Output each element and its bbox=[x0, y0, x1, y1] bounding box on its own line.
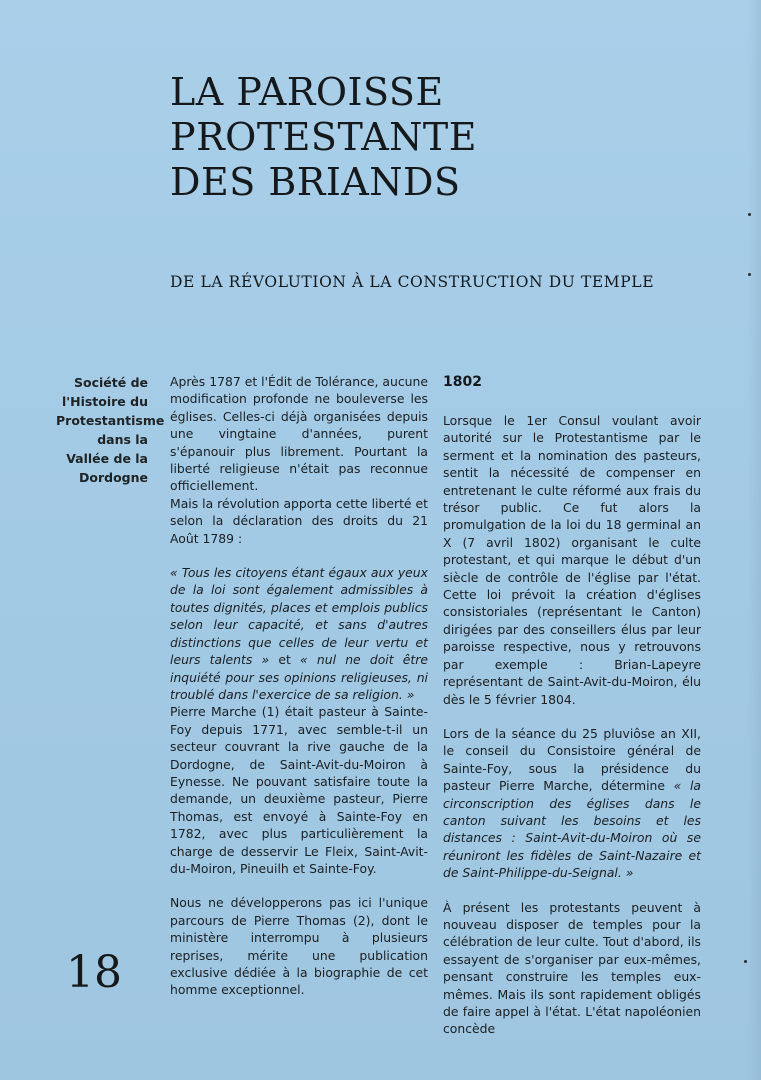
article-title bbox=[170, 70, 477, 205]
declaration-quote-join: et bbox=[269, 652, 301, 668]
credit-line-5: Vallée de la bbox=[66, 451, 148, 466]
credit-line-3: Protestantisme bbox=[56, 413, 165, 428]
title-line-3: DES BRIANDS bbox=[170, 160, 461, 204]
declaration-quote bbox=[170, 564, 428, 703]
credit-line-6: Dordogne bbox=[79, 470, 148, 485]
right-paragraph-2-quote: « la circonscription des églises dans le canton suivant les besoins et les distances : Saint-Avit-du-Moiron où se réuniront les fidèles de Saint-Nazaire et de Saint-Philippe-du-Seignal. » bbox=[443, 778, 701, 881]
credit-line-4: dans la bbox=[97, 432, 148, 447]
margin-speck bbox=[748, 213, 751, 216]
right-paragraph-3: À présent les protestants peuvent à nouveau disposer de temples pour la célébration de leur culte. Tout d'abord, ils essayent de s'organiser par eux-mêmes, pensant construire les temples eux-mêmes. Mais ils sont rapidement obligés de faire appel à l'état. L'état napoléonien concède bbox=[443, 899, 701, 1037]
left-paragraph-5: Nous ne développerons pas ici l'unique parcours de Pierre Thomas (2), dont le ministère interrompu à plusieurs reprises, mérite une publication exclusive dédiée à la biographie de cet homme exceptionnel. bbox=[170, 895, 428, 998]
title-line-2: PROTESTANTE bbox=[170, 115, 477, 159]
credit-line-1: Société de bbox=[74, 375, 148, 390]
side-credit bbox=[56, 373, 165, 487]
title-line-1: LA PAROISSE bbox=[170, 70, 444, 114]
margin-speck bbox=[744, 960, 747, 963]
declaration-quote-b: « nul ne doit être inquiété pour ses opinions religieuses, ni troublé dans l'exercice de sa religion. » bbox=[170, 652, 428, 702]
article-subtitle: DE LA RÉVOLUTION À LA CONSTRUCTION DU TEMPLE bbox=[170, 273, 655, 291]
left-column bbox=[170, 373, 428, 999]
right-paragraph-1: Lorsque le 1er Consul voulant avoir autorité sur le Protestantisme par le serment et la nomination des pasteurs, sentit la nécessité de compenser en entretenant le culte réformé aux frais du trésor public. Ce fut alors la promulgation de la loi du 18 germinal an X (7 avril 1802) organisant le culte protestant, et qui marque le début d'un siècle de contrôle de l'église par l'état. Cette loi prévoit la création d'églises consistoriales (représentant le Canton) dirigées par des conseillers élus par leur paroisse respective, nous y retrouvons par exemple : Brian-Lapeyre représentant de Saint-Avit-du-Moiron, élu dès le 5 février 1804. bbox=[443, 413, 701, 707]
right-paragraph-2 bbox=[443, 725, 701, 882]
right-column bbox=[443, 373, 701, 1038]
left-paragraph-2: Mais la révolution apporta cette liberté et selon la déclaration des droits du 21 Août 1789 : bbox=[170, 495, 428, 546]
right-paragraph-2-text: Lors de la séance du 25 pluviôse an XII, le conseil du Consistoire général de Sainte-Foy, sous la présidence du pasteur Pierre Marche, détermine bbox=[443, 725, 701, 794]
page-edge-shadow bbox=[747, 0, 761, 1080]
margin-speck bbox=[748, 273, 751, 276]
credit-line-2: l'Histoire du bbox=[62, 394, 148, 409]
section-heading-1802: 1802 bbox=[443, 374, 482, 390]
declaration-quote-a: « Tous les citoyens étant égaux aux yeux de la loi sont également admissibles à toutes dignités, places et emplois publics selon leur capacité, et sans d'autres distinctions que celles de leur vertu et leurs talents » bbox=[170, 565, 428, 668]
left-paragraph-4: Pierre Marche (1) était pasteur à Sainte-Foy depuis 1771, avec semble-t-il un secteur couvrant la rive gauche de la Dordogne, de Saint-Avit-du-Moiron à Eynesse. Ne pouvant satisfaire toute la demande, un deuxième pasteur, Pierre Thomas, est envoyé à Sainte-Foy en 1782, avec plus particulièrement la charge de desservir Le Fleix, Saint-Avit-du-Moiron, Pineuilh et Sainte-Foy. bbox=[170, 704, 428, 876]
page-number: 18 bbox=[66, 947, 122, 998]
left-paragraph-1: Après 1787 et l'Édit de Tolérance, aucune modification profonde ne bouleverse les églises. Celles-ci déjà organisées depuis une vingtaine d'années, purent s'épanouir plus librement. Pourtant la liberté religieuse n'était pas reconnue officiellement. bbox=[170, 374, 428, 494]
